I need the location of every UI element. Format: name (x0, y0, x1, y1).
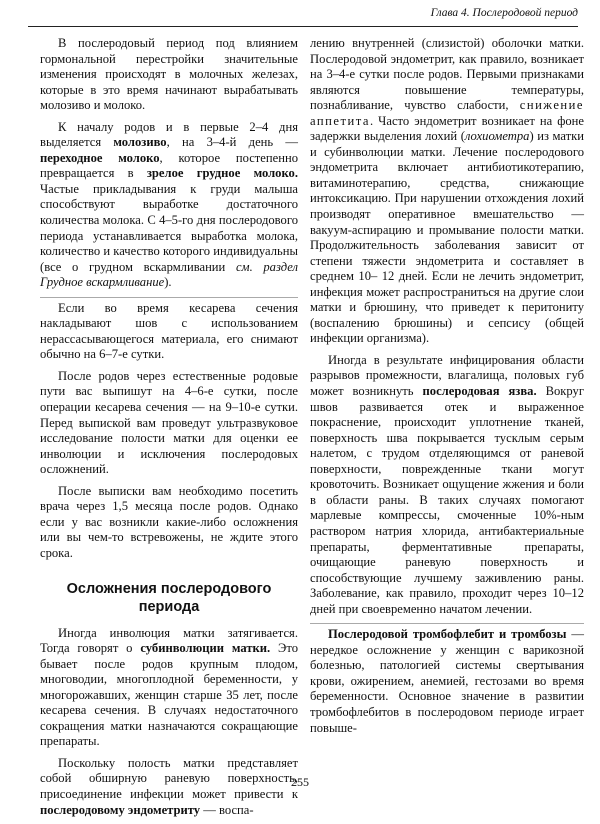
paragraph-discharge: После родов через естественные родовые пути вас выпишут на 4–6-е сутки, после операции кесарева сечения — на 9–10-е сутки. Перед выпиской вам проведут ультразвуковое исследование полости матки для оценки ее инволюции и исключения послеродовых осложнений. (40, 368, 298, 477)
text-run: Это бывает после родов крупным плодом, многоводии, многоплодной беременности, у многорожавших, женщин старше 35 лет, после кесарева сечения. В случаях недостаточного сокращения матки назначаются сокращающие препараты. (40, 641, 298, 749)
page-number: 255 (291, 775, 309, 789)
text-run: . Часто эндометрит возникает на фоне задержки выделения лохий ( (310, 113, 584, 144)
text-run: — нередкое осложнение у женщин с варикозной болезнью, патологией системы свертывания крови, ожирением, анемией, гестозами во время беременности. Основное значение в развитии тромбофлебитов в послеродовом периоде играет повыше- (310, 627, 584, 735)
section-heading: Осложнения послеродового периода (66, 580, 272, 615)
text-run: К началу родов и в первые 2–4 дня выделяется (40, 119, 298, 150)
term-endometritis: послеродовому эндометриту (40, 802, 201, 817)
term-lochiometra: лохиометра (464, 129, 530, 144)
text-run: Иногда в результате инфицирования области разрывов промежности, влагалища, половых губ может возникнуть (310, 352, 584, 399)
paragraph-endometritis-cont (310, 36, 584, 347)
right-column (310, 36, 584, 742)
text-run: лению внутренней (слизистой) оболочки матки. Послеродовой эндометрит, как правило, возникает на 3–4-е сутки после родов. Первыми признаками являются повышение температуры, познабливание, чувство слабости, (310, 36, 584, 113)
text-run: Иногда инволюция матки затягивается. Тогда говорят о (40, 625, 298, 656)
term-thrombophlebitis: Послеродовой тромбофлебит и тромбозы (328, 627, 567, 642)
paragraph-suture: Если во время кесарева сечения накладывают шов с использованием нерассасывающегося материала, его снимают обычно на 6–7-е сутки. (40, 297, 298, 363)
term-transitional-milk: переходное молоко (40, 150, 160, 165)
paragraph-ulcer (310, 353, 584, 617)
spaced-term: снижение аппетита (310, 98, 584, 128)
text-run: Частые прикладывания к груди малыша способствуют выработке достаточного количества молока. С 4–5-го дня послеродового периода устанавливается выработка молока, количество и качество которого индивидуальны (все о грудном вскармливании (40, 181, 298, 274)
term-colostrum: молозиво (113, 135, 167, 150)
text-run: ) из матки и субинволюции матки. Лечение послеродового эндометрита включает антибиотикотерапию, витаминотерапию, средства, снижающие интоксикацию. При нарушении отхождения лохий производят оперативное вмешательство — вакуум-аспирацию и промывание полости матки. Продолжительность заболевания зависит от степени тяжести эндометрита и составляет в среднем 10– 12 дней. Если не лечить эндометрит, инфекция может распространиться на другие слои матки и брюшину, что приведет к перитониту (воспалению брюшины) и сепсису (общей инфекции организма). (310, 129, 584, 346)
text-run: Вокруг швов развивается отек и выраженное покраснение, происходит уплотнение тканей, поверхность шва покрывается тусклым серым налетом, с трудом отделяющимся от раневой поверхности, поврежденные ткани могут кровоточить. Возникает ощущение жжения и боли в области раны. В таких случаях помогают марлевые компрессы, смоченные 10%-ным раствором натрия хлорида, антибактериальные препараты, ферментативные препараты, очищающие раневую поверхность и способствующие лучшему заживлению раны. Заболевание, как правило, проходит через 10–12 дней при своевременно начатом лечении. (310, 384, 584, 616)
text-run: , на 3–4-й день — (166, 135, 298, 150)
term-mature-milk: зрелое грудное молоко. (146, 166, 299, 181)
text-run: Поскольку полость матки представляет собой обширную раневую поверхность, присоединение инфекции может привести к (40, 755, 298, 801)
header-rule (28, 26, 578, 27)
paragraph-colostrum (40, 120, 298, 291)
chapter-header: Глава 4. Послеродовой период (430, 7, 578, 19)
paragraph-thrombophlebitis (310, 623, 584, 736)
paragraph-subinvolution (40, 626, 298, 750)
text-run: , которое постепенно превращается в (40, 150, 298, 181)
text-run: ). (164, 275, 172, 290)
term-ulcer: послеродовая язва. (422, 384, 537, 399)
paragraph-doctor-visit: После выписки вам необходимо посетить врача через 1,5 месяца после родов. Однако если у вас возникли какие-либо осложнения или вы чем-то встревожены, не ждите этого срока. (40, 483, 298, 560)
term-subinvolution: субинволюции матки. (140, 641, 271, 656)
paragraph-postpartum-intro: В послеродовый период под влиянием гормональной перестройки значительные изменения происходят в молочных железах, которые в это время начинают вырабатывать молозиво и молоко. (40, 36, 298, 113)
cross-reference: см. раздел Грудное вскармливание (40, 259, 298, 290)
text-run: — воспа- (200, 802, 254, 817)
left-column (40, 36, 298, 824)
